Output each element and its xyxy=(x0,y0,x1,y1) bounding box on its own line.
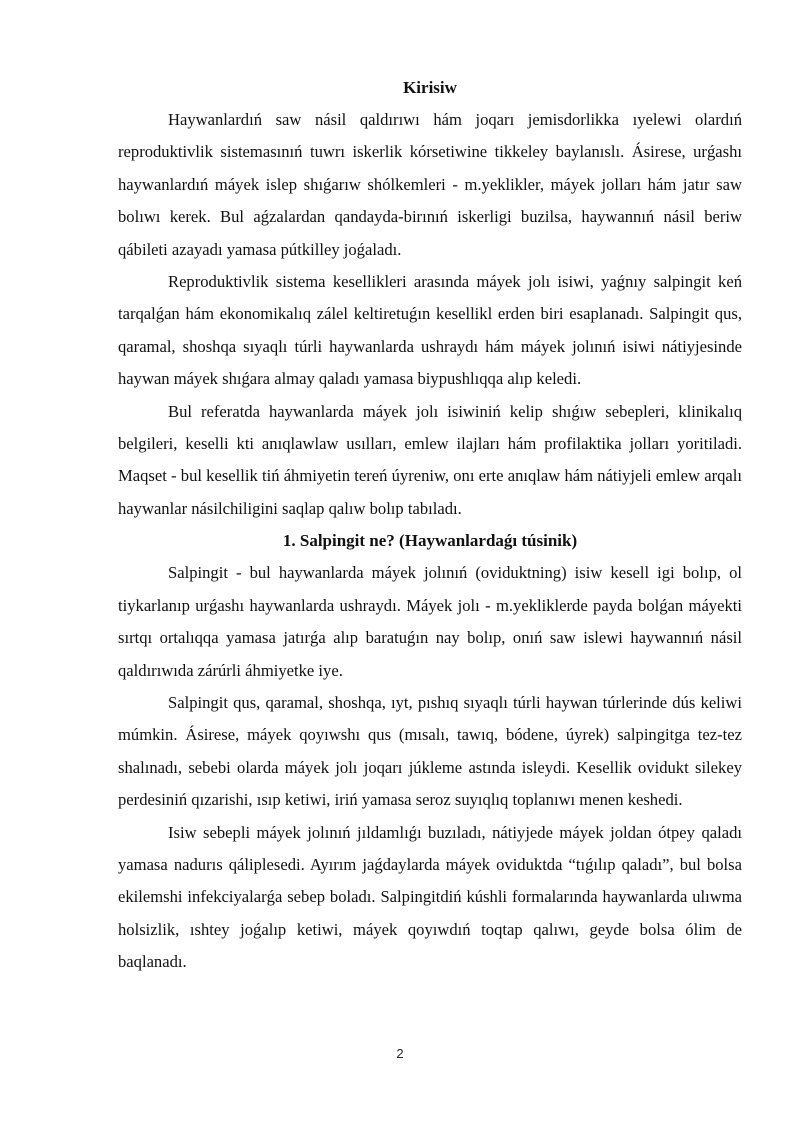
section-heading-salpingit: 1. Salpingit ne? (Haywanlardaǵı túsinik) xyxy=(282,531,578,551)
paragraph: Haywanlardıń saw násil qaldırıwı hám joqarı jemisdorlikka ıyelewi olardıń reproduktivlik sistemasınıń tuwrı iskerlik kórsetiwine tikkeley baylanıslı. Ásirese, urǵashı haywanlardıń máyek islep shıǵarıw shólkemleri - m.yeklikler, máyek jolları hám jatır saw bolıwı kerek. Bul aǵzalardan qandayda-birınıń iskerligi buzilsa, haywannıń násil beriw qábileti azayadı yamasa pútkilley joǵaladı. xyxy=(118,110,742,259)
document-content xyxy=(118,72,742,979)
paragraph: Reproduktivlik sistema kesellikleri arasında máyek jolı isiwi, yaǵnıy salpingit keń tarqalǵan hám ekonomikalıq zálel keltiretuǵın kesellikl erden biri esaplanadı. Salpingit qus, qaramal, shoshqa sıyaqlı túrli haywanlarda ushraydı hám máyek jolınıń isiwi nátiyjesinde haywan máyek shıǵara almay qaladı yamasa biypushlıqqa alıp keledi. xyxy=(118,272,742,389)
paragraph: Isiw sebepli máyek jolınıń jıldamlıǵı buzıladı, nátiyjede máyek joldan ótpey qaladı yamasa nadurıs qáliplesedi. Ayırım jaǵdaylarda máyek oviduktda “tıǵılıp qaladı”, bul bolsa ekilemshi infekciyalarǵa sebep boladı. Salpingitdiń kúshli formalarında haywanlarda ulıwma holsizlik, ıshtey joǵalıp ketiwi, máyek qoyıwdıń toqtap qalıwı, geyde bolsa ólim de baqlanadı. xyxy=(118,822,742,972)
paragraph: Salpingit - bul haywanlarda máyek jolınıń (oviduktning) isiw kesell igi bolıp, ol tiykarlanıp urǵashı haywanlarda ushraydı. Máyek jolı - m.yekliklerde payda bolǵan máyekti sırtqı ortalıqqa yamasa jatırǵa alıp baratuǵın nay bolıp, onıń saw islewi haywannıń násil qaldırıwıda zárúrli áhmiyetke iye. xyxy=(118,563,742,680)
paragraph: Bul referatda haywanlarda máyek jolı isiwiniń kelip shıǵıw sebepleri, klinikalıq belgileri, keselli kti anıqlawlaw usılları, emlew ilajları hám profilaktika jolları yoritiladi. Maqset - bul kesellik tiń áhmiyetin tereń úyreniw, onı erte anıqlaw hám nátiyjeli emlew arqalı haywanlar násilchiligini saqlap qalıw bolıp tabıladı. xyxy=(118,401,742,518)
section-heading-kirisiw: Kirisiw xyxy=(403,78,457,97)
page-number: 2 xyxy=(396,1046,404,1061)
paragraph: Salpingit qus, qaramal, shoshqa, ıyt, pıshıq sıyaqlı túrli haywan túrlerinde dús keliwi múmkin. Ásirese, máyek qoyıwshı qus (mısalı, tawıq, bódene, úyrek) salpingitga tez-tez shalınadı, sebebi olarda máyek jolı joqarı júkleme astında isleydi. Kesellik ovidukt silekey perdesiniń qızarishi, ısıp ketiwi, iriń yamasa seroz suyıqlıq toplanıwı menen keshedi. xyxy=(118,692,742,810)
